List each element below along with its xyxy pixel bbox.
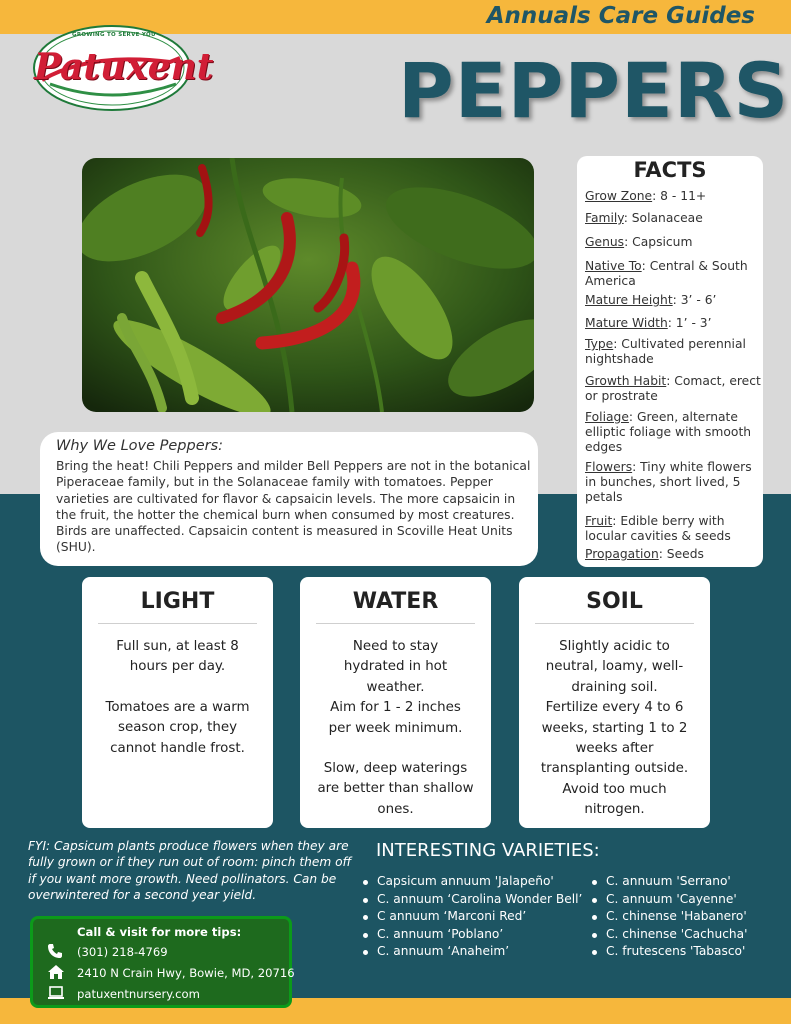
fact-fruit: Fruit: Edible berry with locular cavities & seeds (585, 514, 731, 543)
fact-native-to: Native To: Central & South America (585, 259, 748, 288)
fact-mature-width: Mature Width: 1’ - 3’ (585, 316, 712, 330)
list-item: C. frutescens 'Tabasco' (590, 943, 747, 961)
list-item: C. annuum ‘Poblano’ (361, 926, 582, 944)
fact-mature-height: Mature Height: 3’ - 6’ (585, 293, 717, 307)
list-item: C. annuum ‘Anaheim’ (361, 943, 582, 961)
soil-card (519, 577, 710, 828)
facts-panel (577, 156, 763, 567)
water-title: WATER (352, 589, 439, 614)
why-we-love-box (40, 432, 538, 566)
contact-phone-row[interactable] (47, 943, 287, 963)
soil-divider (535, 623, 694, 624)
fact-foliage: Foliage: Green, alternate elliptic foliage with smooth edges (585, 410, 752, 454)
water-card (300, 577, 491, 828)
patuxent-logo (30, 22, 214, 114)
list-item: C. annuum 'Cayenne' (590, 891, 747, 909)
soil-title: SOIL (586, 589, 643, 614)
pepper-plant-photo (82, 158, 534, 412)
contact-website[interactable]: patuxentnursery.com (77, 987, 200, 1001)
contact-address-row[interactable] (47, 964, 295, 984)
laptop-icon (47, 985, 67, 1003)
list-item: Capsicum annuum 'Jalapeño' (361, 873, 582, 891)
contact-address[interactable]: 2410 N Crain Hwy, Bowie, MD, 20716 (77, 966, 295, 980)
varieties-list-1 (361, 873, 582, 961)
fact-family: Family: Solanaceae (585, 211, 703, 225)
list-item: C. chinense 'Habanero' (590, 908, 747, 926)
fyi-note: FYI: Capsicum plants produce flowers when they are fully grown or if they run out of room: pinch them off if you want more growth. Need pollinators. Can be overwintered for a second year yield. (28, 839, 352, 903)
varieties-list-2 (590, 873, 747, 961)
list-item: C. chinense 'Cachucha' (590, 926, 747, 944)
fact-propagation: Propagation: Seeds (585, 547, 704, 561)
list-item: C annuum ‘Marconi Red’ (361, 908, 582, 926)
soil-text-3: Avoid too much nitrogen. (562, 781, 667, 818)
light-text-1: Full sun, at least 8 hours per day. (116, 639, 239, 675)
list-item: C. annuum 'Serrano' (590, 873, 747, 891)
why-body: Bring the heat! Chili Peppers and milder Bell Peppers are not in the botanical Piperaceae family, but in the Solanaceae family with tomatoes. Pepper varieties are cultivated for flavor & capsaicin levels. The more capsaicin in the fruit, the hotter the chemical burn when consumed by most creatures. Birds are unaffected. Capsaicin content is measured in Scoville Heat Units (SHU). (56, 459, 531, 555)
fact-flowers: Flowers: Tiny white flowers in bunches, short lived, 5 petals (585, 460, 752, 504)
fact-type: Type: Cultivated perennial nightshade (585, 337, 746, 366)
water-text-1: Need to stay hydrated in hot weather. (343, 639, 448, 695)
contact-title: Call & visit for more tips: (77, 925, 242, 939)
light-divider (98, 623, 257, 624)
light-card (82, 577, 273, 828)
fact-genus: Genus: Capsicum (585, 235, 693, 249)
contact-website-row[interactable] (47, 985, 287, 1005)
soil-text-1: Slightly acidic to neutral, loamy, well-draining soil. (545, 639, 684, 695)
home-icon (47, 964, 67, 982)
varieties-title: INTERESTING VARIETIES: (376, 840, 600, 861)
why-title: Why We Love Peppers: (56, 438, 224, 454)
water-divider (316, 623, 475, 624)
fact-grow-zone: Grow Zone: 8 - 11+ (585, 189, 707, 203)
phone-icon (47, 943, 67, 961)
soil-text-2: Fertilize every 4 to 6 weeks, starting 1 to 2 weeks after transplanting outside. (540, 700, 689, 777)
contact-box (30, 916, 295, 1008)
page-title: PEPPERS (398, 46, 790, 135)
fact-growth-habit: Growth Habit: Comact, erect or prostrate (585, 374, 761, 403)
series-title: Annuals Care Guides (486, 3, 755, 29)
water-text-3: Slow, deep waterings are better than shallow ones. (317, 761, 474, 817)
light-text-2: Tomatoes are a warm season crop, they cannot handle frost. (105, 699, 250, 756)
logo-brand: Patuxent (34, 46, 214, 88)
logo-tagline: GROWING TO SERVE YOU (72, 32, 156, 38)
facts-title: FACTS (633, 158, 707, 182)
light-title: LIGHT (140, 589, 215, 614)
contact-phone[interactable]: (301) 218-4769 (77, 945, 168, 959)
water-text-2: Aim for 1 - 2 inches per week minimum. (328, 700, 463, 736)
list-item: C. annuum ‘Carolina Wonder Bell’ (361, 891, 582, 909)
